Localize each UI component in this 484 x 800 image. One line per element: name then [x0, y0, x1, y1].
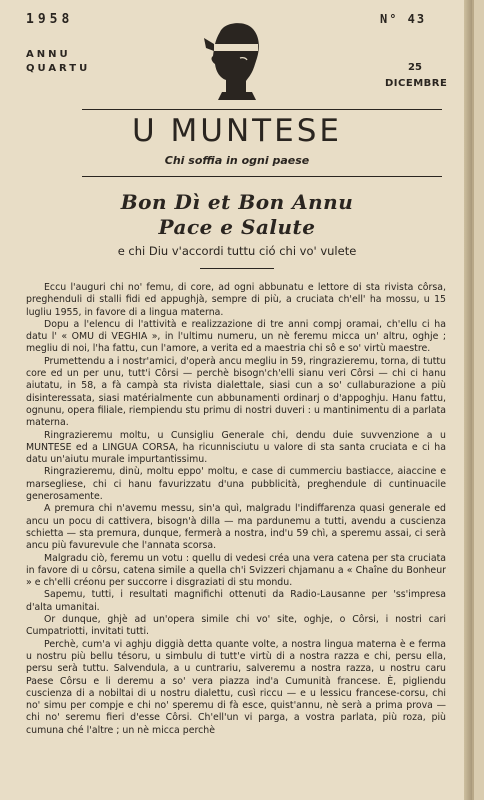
article-paragraph: Ringrazieremu, dinù, moltu eppo' moltu, e case di cummerciu bastiacce, aiaccine e marsegliese, chi ci hanu favurizzatu d'una pubblicità, preghendule di cuntinuacile generosamente. — [26, 466, 446, 503]
publication-title: U MUNTESE — [132, 113, 342, 149]
volume-label — [26, 48, 90, 76]
headline-subline: e chi Diu v'accordi tuttu ció chi vo' vulete — [117, 244, 357, 258]
article-paragraph: Ringrazieremu moltu, u Cunsigliu Generale chi, dendu duie suvvenzione a u MUNTESE ed a LINGUA CORSA, ha ricunnisciutu u valore di sta santa cruciata e ci ha datu un'aiutu murale impurtantissimu. — [26, 429, 446, 466]
issue-month: DICEMBRE — [385, 78, 448, 89]
publication-tagline: Chi soffia in ogni paese — [164, 154, 310, 167]
issue-number: N° 43 — [380, 12, 427, 26]
volume-label-line1: ANNU — [26, 49, 71, 60]
article-paragraph: Or dunque, ghjè ad un'opera simile chi vo' site, oghje, o Côrsi, i nostri cari Cumpatriotti, invitati tutti. — [26, 614, 446, 638]
article-body — [26, 282, 446, 737]
headline-line2: Pace e Salute — [158, 215, 316, 239]
top-divider — [82, 109, 442, 110]
article-paragraph: Perchè, cum'a vi aghju diggià detta quante volte, a nostra lingua materna è e ferma u nostru più bellu tésoru, u simbulu di tutt'e virtù di a nostra razza e chi, persu ella, persu serà tuttu. Salvendula, a u cuntrariu, salveremu a nostra razza, u nostru caru Paese Côrsu e li deremu a so' vera piazza ind'a Cumunità francese. È, pigliendu cuscienza di a nobiltai di u nostru dialettu, cusì riccu — e u lessicu francese-corsu, chi no' simu per compje e chi no' speremu di fà esce, quist'annu, nè serà a prima prova — chi no' seremu fieri d'esse Côrsi. Ch'ell'un vi parga, a vostra parlata, più roza, più cumuna ché l'altre ; un nè micca perchè — [26, 638, 446, 736]
article-paragraph: Sapemu, tutti, i resultati magnifichi ottenuti da Radio-Lausanne per 'ss'impresa d'alta umanitai. — [26, 589, 446, 613]
headline-line1: Bon Dì et Bon Annu — [120, 190, 354, 214]
article-paragraph: Dopu a l'elencu di l'attività e realizzazione di tre anni compj oramai, ch'ellu ci ha datu l' « OMU di VEGHIA », in l'ultimu numeru, un nè feremu micca un' altru, oghje ; megliu di noi, l'ha fattu, cun l'amore, a verita ed a maestria chi sô e so' virtù maestre. — [26, 318, 446, 355]
year: 1958 — [26, 12, 74, 27]
moor-head-icon — [200, 18, 270, 100]
article-paragraph: A premura chi n'avemu messu, sin'a quì, malgradu l'indiffarenza quasi generale ed ancu un pocu di cattivera, bisogn'à dilla — ma pardunemu a tutti, avendu a cuscienza schietta — sta premura, dunque, fermerà a nostra, ind'u 59 chì, a speremu assai, ci serà ancu più favurevule che l'annata scorsa. — [26, 503, 446, 552]
volume-label-line2: QUARTU — [26, 63, 91, 74]
article-paragraph: Prumettendu a i nostr'amici, d'operà ancu megliu in 59, ringrazieremu, torna, di tuttu core ed un per unu, tutt'i Côrsi — perchè bisogn'ch'elli sianu veri Côrsi — chi ci hanu aiutatu, in 58, a fà campà sta rivista dialettale, siasi cun a so' cullaburazione a più disinteressata, siasi matérialmente cun abbunamenti ordinarj o d'appoghju. Hanu fattu, ognunu, opera filiale, riempiendu stu primu di nostri duveri : u mantinimentu di a parlata materna. — [26, 355, 446, 429]
headline-divider — [200, 268, 274, 269]
bottom-divider — [82, 176, 442, 177]
article-paragraph: Eccu l'auguri chi no' femu, di core, ad ogni abbunatu e lettore di sta rivista côrsa, preghenduli di stalli fidi ed appughjà, sempre di più, a cruciata ch'ell' ha mossu, u 15 lugliu 1955, in favore di a lingua materna. — [26, 282, 446, 318]
article-paragraph: Malgradu ciò, feremu un votu : quellu di vedesi créa una vera catena per sta cruciata in favore di u côrsu, catena simile a quella ch'i Svizzeri chjamanu a « Chaîne du Bonheur » e ch'elli créonu per succorre i disgraziati di stu mondu. — [26, 552, 446, 589]
issue-day: 25 — [408, 62, 422, 73]
